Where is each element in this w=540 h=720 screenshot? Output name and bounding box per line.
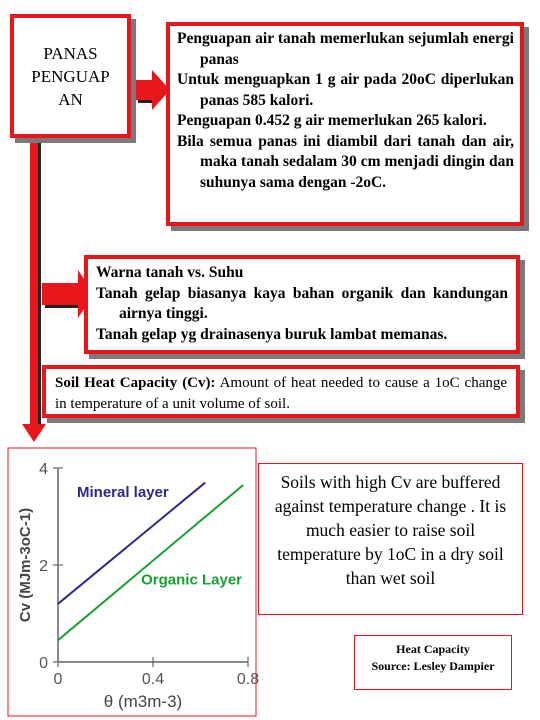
x-tick-label: 0.8: [236, 671, 260, 688]
down-arrow-head-icon: [22, 424, 46, 442]
cv-note-box: [258, 463, 523, 615]
soil-heat-capacity-text: Amount of heat needed to cause a 1oC change in temperature of a unit volume of soil.: [55, 375, 508, 412]
title-line: PANAS: [43, 43, 98, 63]
cv-note-text: Soils with high Cv are buffered against temperature change . It is much easier to raise soil temperature by 1oC in a dry soil than wet soil: [274, 472, 507, 588]
vertical-connector: [30, 136, 38, 426]
penguapan-paragraph: Bila semua panas ini diambil dari tanah dan air, maka tanah sedalam 30 cm menjadi dingin dan suhunya sama dengan -2oC.: [177, 132, 514, 191]
soil-heat-capacity-label: Soil Heat Capacity (Cv):: [55, 375, 216, 391]
title-line: PENGUAP: [31, 66, 110, 86]
warna-box: [84, 255, 520, 354]
series-label: Mineral layer: [77, 484, 169, 502]
title-line: AN: [58, 89, 83, 109]
x-tick-label: 0.4: [141, 671, 165, 688]
source-credit: Source: Lesley Dampier: [371, 659, 495, 673]
source-box: [354, 635, 512, 690]
series-label: Organic Layer: [141, 571, 243, 589]
warna-paragraph: Warna tanah vs. Suhu: [96, 264, 244, 281]
y-tick-label: 2: [39, 558, 48, 575]
soil-heat-capacity-box: [42, 365, 520, 418]
penguapan-paragraph: Penguapan 0.452 g air memerlukan 265 kalori.: [177, 112, 487, 129]
penguapan-box: [166, 22, 524, 226]
title-box: [10, 14, 131, 138]
y-axis-label: Cv (MJm-3oC-1): [17, 507, 34, 623]
x-tick-label: 0: [53, 671, 63, 688]
heat-capacity-chart: [8, 448, 260, 716]
penguapan-paragraph: Untuk menguapkan 1 g air pada 20oC diperlukan panas 585 kalori.: [177, 71, 514, 109]
y-tick-label: 4: [39, 461, 48, 478]
x-axis-label: θ (m3m-3): [103, 692, 183, 711]
soil-heat-capacity-definition: [55, 373, 507, 415]
warna-paragraph: Tanah gelap yg drainasenya buruk lambat memanas.: [96, 325, 448, 343]
connector-to-warna: [42, 283, 80, 305]
y-tick-label: 0: [39, 655, 48, 672]
page-title: [31, 42, 109, 111]
source-title: Heat Capacity: [396, 642, 470, 656]
warna-paragraph: Tanah gelap biasanya kaya bahan organik dan kandungan airnya tinggi.: [96, 284, 508, 322]
penguapan-paragraph: Penguapan air tanah memerlukan sejumlah energi panas: [177, 30, 514, 68]
